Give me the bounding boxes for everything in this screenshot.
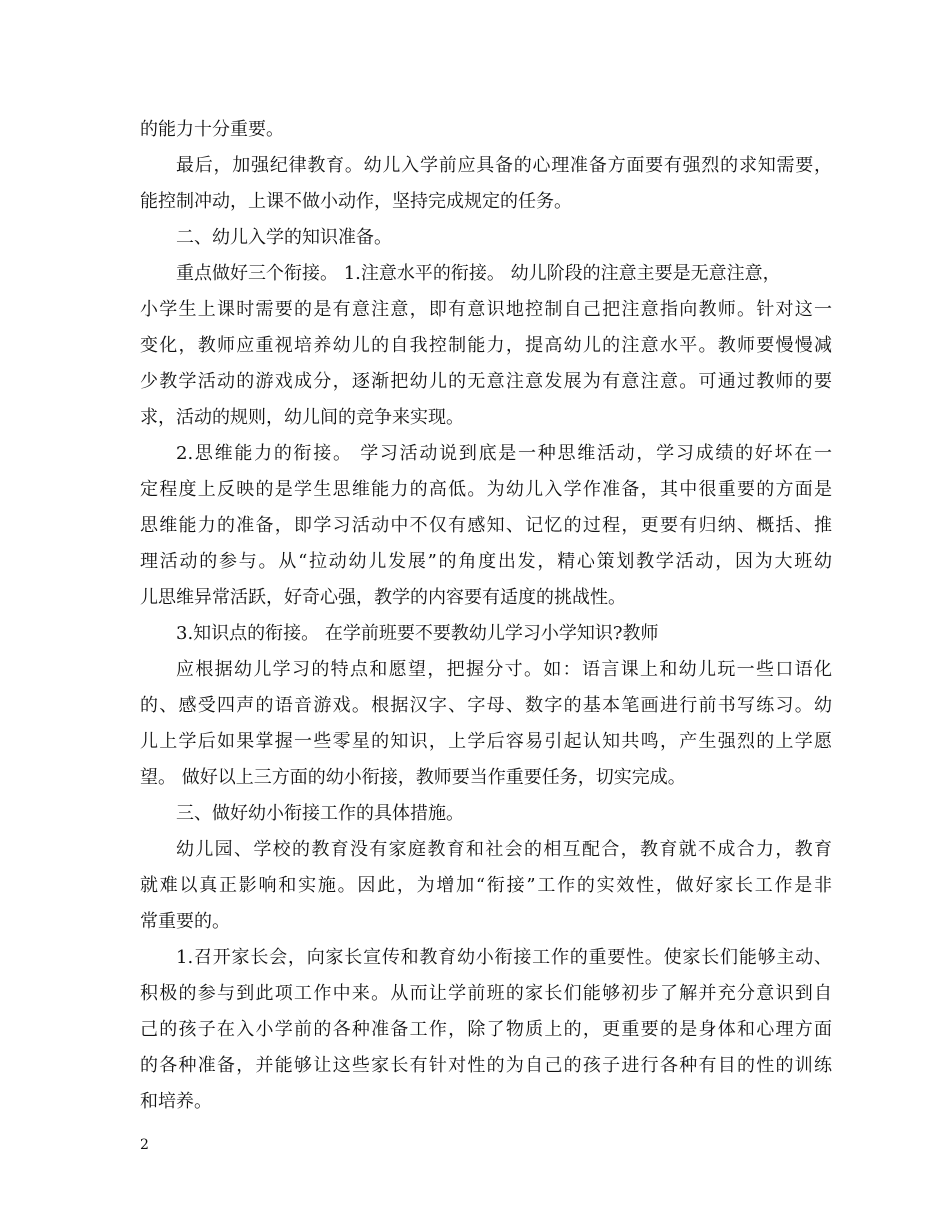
body-text (140, 112, 832, 1120)
text-line: 理活动的参与。从“拉动幼儿发展”的角度出发，精心策划教学活动，因为大班幼 (140, 551, 832, 572)
text-line: 的、感受四声的语音游戏。根据汉字、字母、数字的基本笔画进行前书写练习。幼 (140, 695, 832, 716)
text-line: 常重要的。 (140, 911, 230, 932)
text-line: 思维能力的准备，即学习活动中不仅有感知、记忆的过程，更要有归纳、概括、推 (140, 515, 832, 536)
text-line: 最后，加强纪律教育。幼儿入学前应具备的心理准备方面要有强烈的求知需要， (176, 155, 832, 176)
text-line: 儿思维异常活跃，好奇心强，教学的内容要有适度的挑战性。 (140, 587, 626, 608)
text-line: 少教学活动的游戏成分，逐渐把幼儿的无意注意发展为有意注意。可通过教师的要 (140, 371, 832, 392)
text-line: 1.召开家长会，向家长宣传和教育幼小衔接工作的重要性。使家长们能够主动、 (176, 947, 832, 968)
text-line: 2.思维能力的衔接。 学习活动说到底是一种思维活动，学习成绩的好坏在一 (176, 443, 832, 464)
text-line: 变化，教师应重视培养幼儿的自我控制能力，提高幼儿的注意水平。教师要慢慢减 (140, 335, 832, 356)
text-line: 3.知识点的衔接。 在学前班要不要教幼儿学习小学知识?教师 (176, 623, 659, 644)
page-number: 2 (140, 1137, 149, 1153)
text-line: 儿上学后如果掌握一些零星的知识，上学后容易引起认知共鸣，产生强烈的上学愿 (140, 731, 832, 752)
text-line: 就难以真正影响和实施。因此，为增加“衔接”工作的实效性，做好家长工作是非 (140, 875, 832, 896)
text-line: 应根据幼儿学习的特点和愿望，把握分寸。如：语言课上和幼儿玩一些口语化 (176, 659, 832, 680)
text-line: 望。 做好以上三方面的幼小衔接，教师要当作重要任务，切实完成。 (140, 767, 686, 788)
text-line: 己的孩子在入小学前的各种准备工作，除了物质上的，更重要的是身体和心理方面 (140, 1019, 832, 1040)
text-line: 三、做好幼小衔接工作的具体措施。 (176, 803, 464, 824)
text-line: 二、幼儿入学的知识准备。 (176, 227, 392, 248)
text-line: 的各种准备，并能够让这些家长有针对性的为自己的孩子进行各种有目的性的训练 (140, 1055, 832, 1076)
text-line: 小学生上课时需要的是有意注意，即有意识地控制自己把注意指向教师。针对这一 (140, 299, 832, 320)
text-line: 求，活动的规则，幼儿间的竞争来实现。 (140, 407, 464, 428)
text-line: 和培养。 (140, 1091, 212, 1112)
text-line: 能控制冲动，上课不做小动作，坚持完成规定的任务。 (140, 191, 572, 212)
text-line: 积极的参与到此项工作中来。从而让学前班的家长们能够初步了解并充分意识到自 (140, 983, 832, 1004)
text-line: 的能力十分重要。 (140, 119, 284, 140)
text-line: 幼儿园、学校的教育没有家庭教育和社会的相互配合，教育就不成合力，教育 (176, 839, 832, 860)
text-line: 重点做好三个衔接。 1.注意水平的衔接。 幼儿阶段的注意主要是无意注意， (176, 263, 781, 284)
text-line: 定程度上反映的是学生思维能力的高低。为幼儿入学作准备，其中很重要的方面是 (140, 479, 832, 500)
